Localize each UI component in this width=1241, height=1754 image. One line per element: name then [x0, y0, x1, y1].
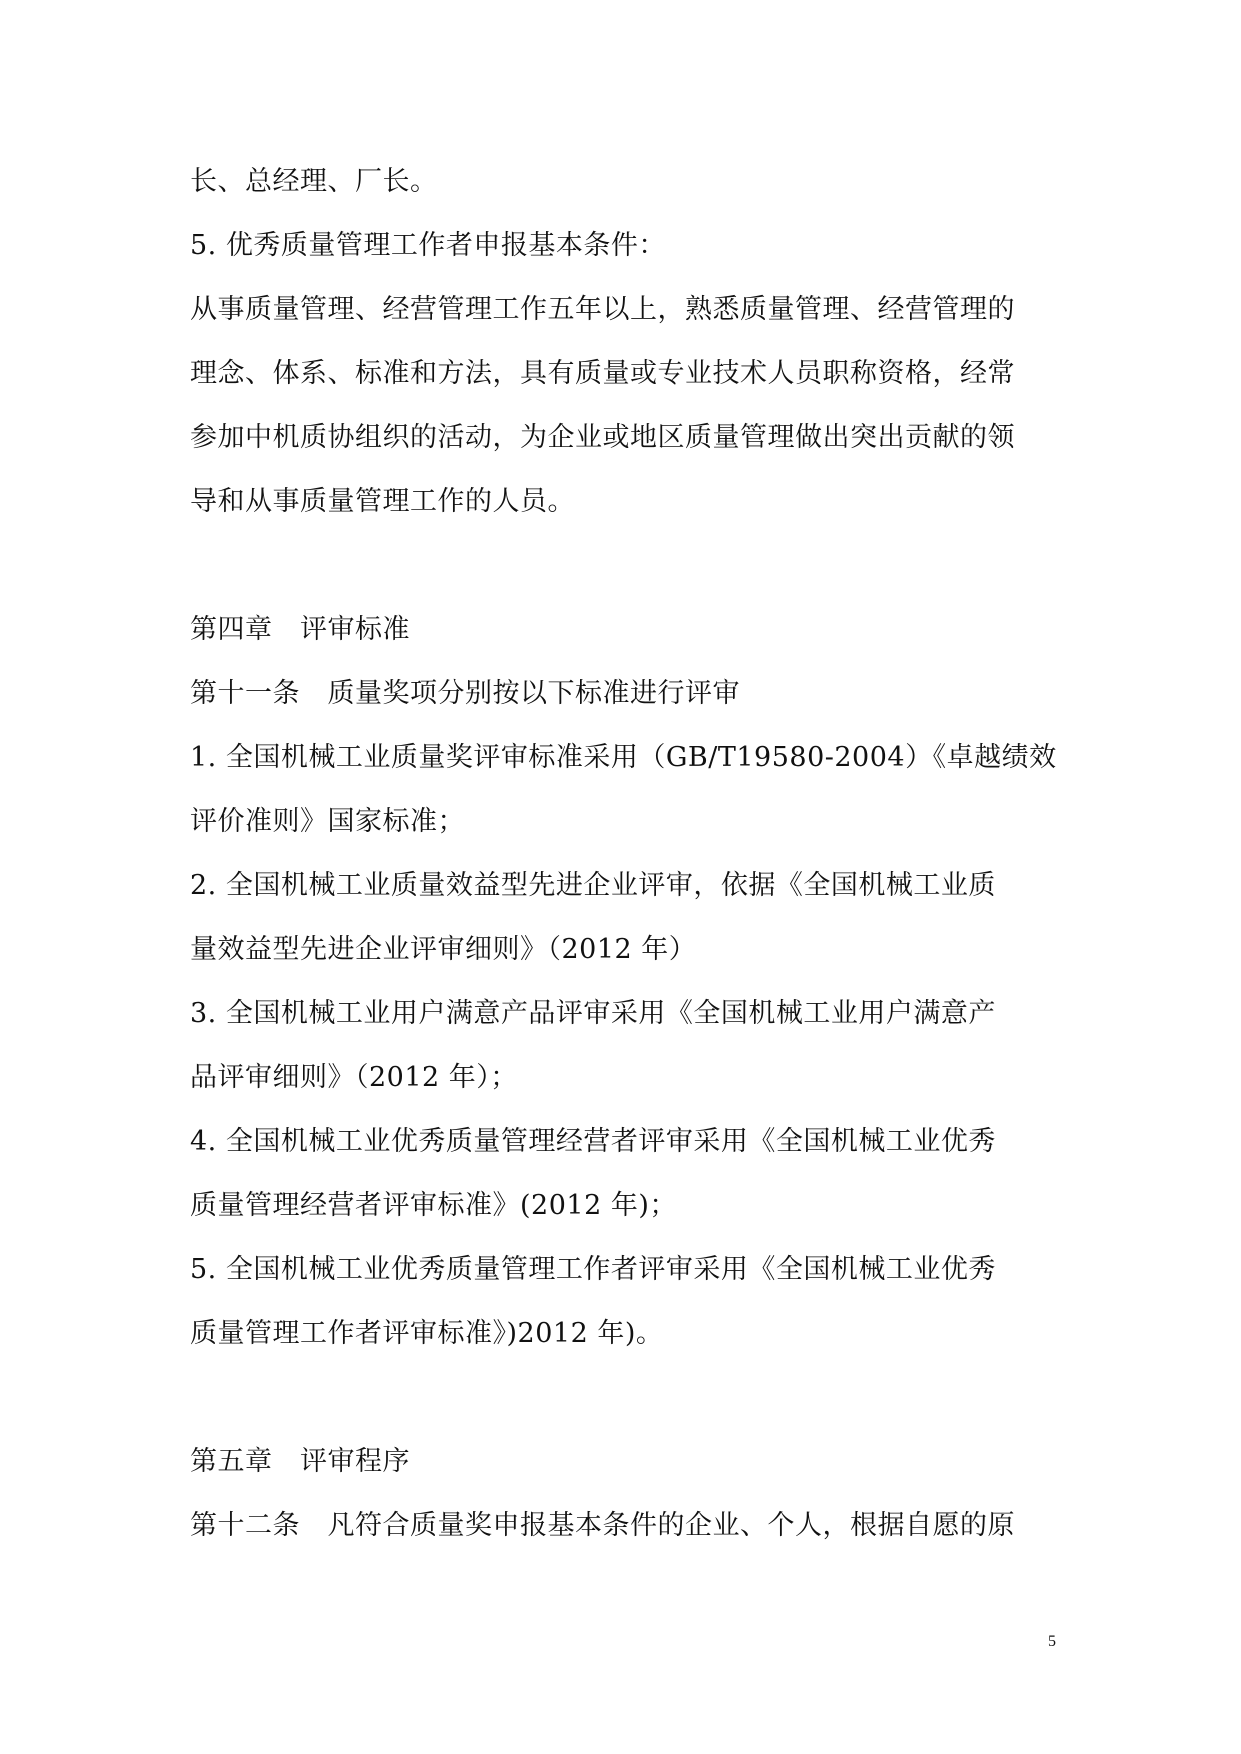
text-line: 4. 全国机械工业优秀质量管理经营者评审采用《全国机械工业优秀: [190, 1126, 996, 1157]
text-line: 质量管理工作者评审标准》)2012 年)。: [190, 1318, 664, 1349]
page-number: 5: [1048, 1633, 1056, 1650]
text-line: 品评审细则》（2012 年）；: [190, 1062, 518, 1093]
text-line: 5. 全国机械工业优秀质量管理工作者评审采用《全国机械工业优秀: [190, 1254, 996, 1285]
text-line: 1. 全国机械工业质量奖评审标准采用（GB/T19580-2004）《卓越绩效: [190, 742, 1057, 773]
text-line: 参加中机质协组织的活动，为企业或地区质量管理做出突出贡献的领: [190, 422, 1015, 453]
article-heading: 第十二条 凡符合质量奖申报基本条件的企业、个人，根据自愿的原: [190, 1510, 1015, 1541]
text-line: 长、总经理、厂长。: [190, 166, 438, 197]
chapter-heading: 第四章 评审标准: [190, 614, 410, 645]
text-line: 从事质量管理、经营管理工作五年以上，熟悉质量管理、经营管理的: [190, 294, 1015, 325]
text-line: 理念、体系、标准和方法，具有质量或专业技术人员职称资格，经常: [190, 358, 1015, 389]
text-line: 5. 优秀质量管理工作者申报基本条件：: [190, 230, 666, 261]
text-line: 2. 全国机械工业质量效益型先进企业评审，依据《全国机械工业质: [190, 870, 996, 901]
article-heading: 第十一条 质量奖项分别按以下标准进行评审: [190, 678, 740, 709]
text-line: 评价准则》国家标准；: [190, 806, 465, 837]
text-line: 量效益型先进企业评审细则》（2012 年）: [190, 934, 697, 965]
text-line: 导和从事质量管理工作的人员。: [190, 486, 575, 517]
text-line: 3. 全国机械工业用户满意产品评审采用《全国机械工业用户满意产: [190, 998, 996, 1029]
chapter-heading: 第五章 评审程序: [190, 1446, 410, 1477]
text-line: 质量管理经营者评审标准》(2012 年)；: [190, 1190, 677, 1221]
